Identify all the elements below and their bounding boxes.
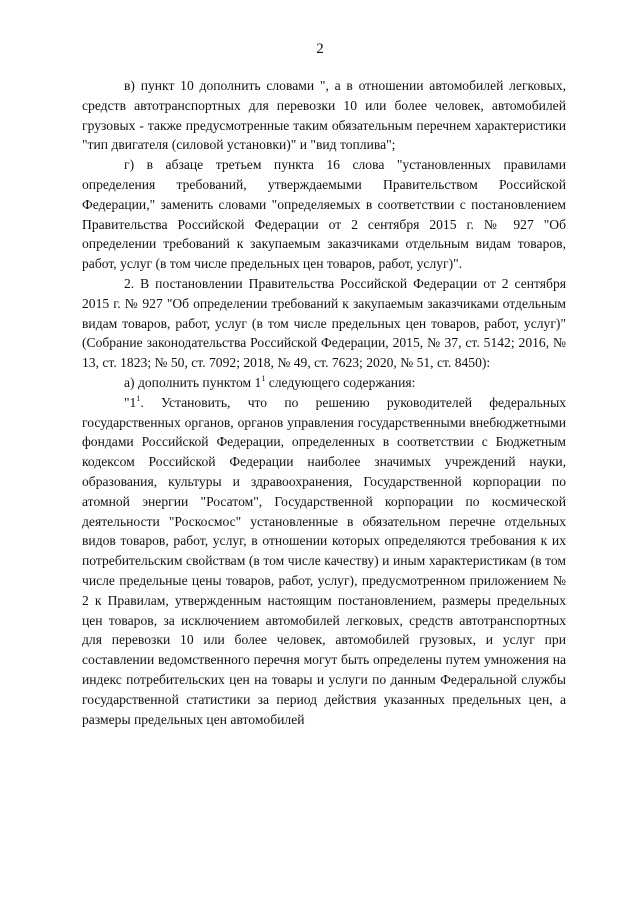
paragraph-item-g: г) в абзаце третьем пункта 16 слова "установленных правилами определения требований, утверждаемыми Правительством Российской Федерации," заменить словами "определяемых в соответствии с постановлением Правительства Российской Федерации от 2 сентября 2015 г. № 927 "Об определении требований к закупаемым заказчиками отдельным видам товаров, работ, услуг (в том числе предельных цен товаров, работ, услуг)".	[82, 157, 566, 272]
page-number: 2	[316, 41, 324, 57]
quoted-clause-text: . Установить, что по решению руководителей федеральных государственных органов, органов управления государственными внебюджетными фондами Российской Федерации, определенных в соответствии с Бюджетным кодексом Российской Федерации наиболее значимых учреждений науки, образования, культуры и здравоохранения, Государственной корпорации по атомной энергии "Росатом", Государственной корпорации по космической деятельности "Роскосмос" установленные в обязательном перечне отдельных видов товаров, работ, услуг, в отношении которых определяются требования к их потребительским свойствам (в том числе качеству) и иным характеристикам (в том числе предельные цены товаров, работ, услуг), предусмотренном приложением № 2 к Правилам, утвержденным настоящим постановлением, размеры предельных цен товаров, за исключением автомобилей легковых, средств автотранспортных для перевозки 10 или более человек, автомобилей грузовых, и услуг при составлении ведомственного перечня могут быть определены путем умножения на индекс потребительских цен на товары и услуги по данным Федеральной службы государственной статистики за период действия указанных предельных цен, а размеры предельных цен автомобилей	[82, 394, 566, 727]
paragraph-item-a	[82, 373, 566, 393]
paragraph-item-v: в) пункт 10 дополнить словами ", а в отношении автомобилей легковых, средств автотранспортных для перевозки 10 или более человек, автомобилей грузовых - также предусмотренные таким обязательным перечнем характеристики "тип двигателя (силовой установки)" и "вид топлива";	[82, 78, 566, 153]
superscript-one: 1	[136, 393, 141, 403]
paragraph-a-text-start: а) дополнить пунктом 1	[124, 374, 262, 390]
paragraph-a-text-end: следующего содержания:	[265, 374, 416, 390]
document-body	[82, 76, 566, 729]
paragraph-quoted-clause	[82, 393, 566, 730]
superscript-one: 1	[261, 373, 266, 383]
quoted-clause-number: "1	[124, 394, 137, 410]
paragraph-item-2: 2. В постановлении Правительства Российской Федерации от 2 сентября 2015 г. № 927 "Об определении требований к закупаемым заказчиками отдельным видам товаров, работ, услуг (в том числе предельных цен товаров, работ, услуг)" (Собрание законодательства Российской Федерации, 2015, № 37, ст. 5142; 2016, № 13, ст. 1823; № 50, ст. 7092; 2018, № 49, ст. 7623; 2020, № 51, ст. 8450):	[82, 275, 566, 371]
